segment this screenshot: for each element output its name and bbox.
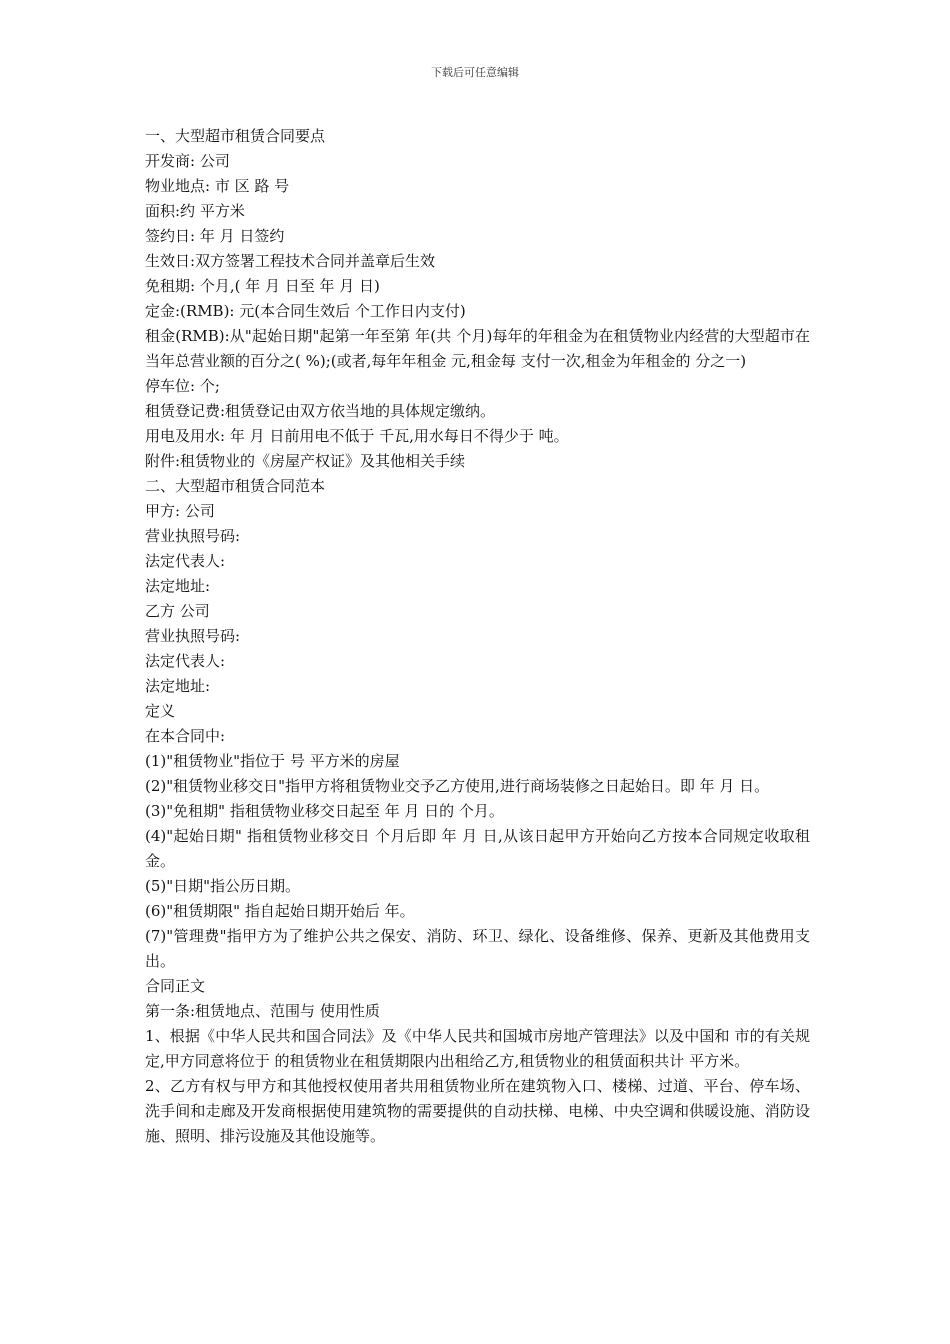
paragraph: 租金(RMB):从"起始日期"起第一年至第 年(共 个月)每年的年租金为在租赁物业内经营的大型超市在当年总营业额的百分之( %);(或者,每年年租金 元,租金每 支付一次,租金为年租金的 分之一) [145, 327, 810, 370]
paragraph: (6)"租赁期限" 指自起始日期开始后 年。 [145, 902, 415, 920]
paragraph: 停车位: 个; [145, 377, 220, 395]
paragraph: 法定地址: [145, 677, 211, 695]
paragraph: (3)"免租期" 指租赁物业移交日起至 年 月 日的 个月。 [145, 802, 504, 820]
paragraph: 法定地址: [145, 577, 211, 595]
paragraph: 附件:租赁物业的《房屋产权证》及其他相关手续 [145, 452, 466, 470]
paragraph: (5)"日期"指公历日期。 [145, 877, 301, 895]
paragraph: 开发商: 公司 [145, 152, 230, 170]
paragraph: 在本合同中: [145, 727, 226, 745]
paragraph: 法定代表人: [145, 652, 226, 670]
paragraph: 一、大型超市租赁合同要点 [145, 127, 326, 145]
paragraph: (7)"管理费"指甲方为了维护公共之保安、消防、环卫、绿化、设备维修、保养、更新及其他费用支出。 [145, 927, 810, 970]
paragraph: 免租期: 个月,( 年 月 日至 年 月 日) [145, 277, 380, 295]
paragraph: 合同正文 [145, 977, 206, 995]
page-header: 下载后可任意编辑 [431, 66, 519, 79]
document-body [145, 124, 810, 1149]
paragraph: 二、大型超市租赁合同范本 [145, 477, 326, 495]
paragraph: (1)"租赁物业"指位于 号 平方米的房屋 [145, 752, 400, 770]
paragraph: 营业执照号码: [145, 627, 241, 645]
paragraph: 租赁登记费:租赁登记由双方依当地的具体规定缴纳。 [145, 402, 496, 420]
paragraph: 用电及用水: 年 月 日前用电不低于 千瓦,用水每日不得少于 吨。 [145, 427, 569, 445]
paragraph: 2、乙方有权与甲方和其他授权使用者共用租赁物业所在建筑物入口、楼梯、过道、平台、停车场、洗手间和走廊及开发商根据使用建筑物的需要提供的自动扶梯、电梯、中央空调和供暖设施、消防设施、照明、排污设施及其他设施等。 [145, 1077, 810, 1145]
paragraph: 定义 [145, 702, 176, 720]
paragraph: 签约日: 年 月 日签约 [145, 227, 285, 245]
paragraph: 1、根据《中华人民共和国合同法》及《中华人民共和国城市房地产管理法》以及中国和 市的有关规定,甲方同意将位于 的租赁物业在租赁期限内出租给乙方,租赁物业的租赁面积共计 平方米。 [145, 1027, 810, 1070]
paragraph: 定金:(RMB): 元(本合同生效后 个工作日内支付) [145, 302, 466, 320]
paragraph: 面积:约 平方米 [145, 202, 245, 220]
paragraph: 物业地点: 市 区 路 号 [145, 177, 290, 195]
paragraph: 生效日:双方签署工程技术合同并盖章后生效 [145, 252, 436, 270]
paragraph: (2)"租赁物业移交日"指甲方将租赁物业交予乙方使用,进行商场装修之日起始日。即 年 月 日。 [145, 777, 770, 795]
paragraph: 第一条:租赁地点、范围与 使用性质 [145, 1002, 380, 1020]
paragraph: 甲方: 公司 [145, 502, 215, 520]
paragraph: (4)"起始日期" 指租赁物业移交日 个月后即 年 月 日,从该日起甲方开始向乙方按本合同规定收取租金。 [145, 827, 810, 870]
paragraph: 法定代表人: [145, 552, 226, 570]
paragraph: 乙方 公司 [145, 602, 210, 620]
paragraph: 营业执照号码: [145, 527, 241, 545]
